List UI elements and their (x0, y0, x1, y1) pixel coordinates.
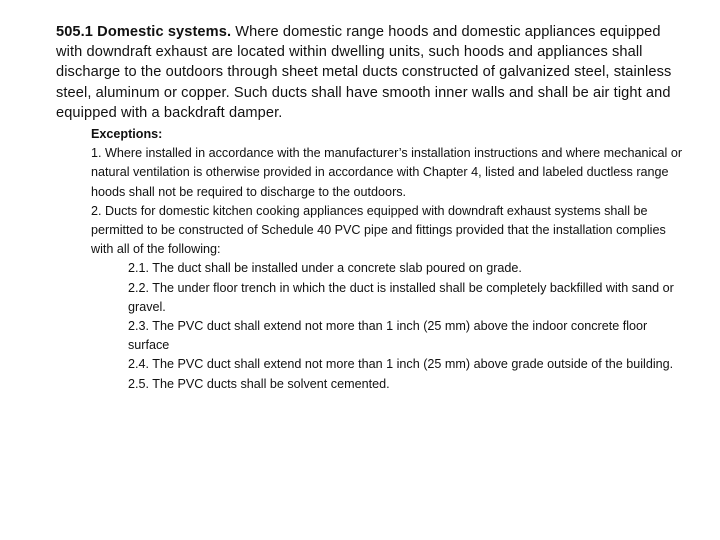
exception-item-2: 2. Ducts for domestic kitchen cooking appliances equipped with downdraft exhaust systems shall be permitted to be constructed of Schedule 40 PVC pipe and fittings provided that the installation complies with all of the following: (91, 203, 666, 257)
subitem-2-5: 2.5. The PVC ducts shall be solvent cemented. (128, 376, 390, 391)
section-heading: 505.1 Domestic systems. (56, 24, 232, 40)
exceptions-title: Exceptions: (91, 127, 163, 142)
exceptions-block (91, 125, 684, 394)
exception-subitems (128, 259, 684, 393)
exception-item-1: 1. Where installed in accordance with the manufacturer’s installation instructions and where mechanical or natural ventilation is otherwise provided in accordance with Chapter 4, listed and labeled ductless range hoods shall not be required to discharge to the outdoors. (91, 146, 683, 199)
subitem-2-4: 2.4. The PVC duct shall extend not more than 1 inch (25 mm) above grade outside of the building. (128, 357, 674, 372)
subitem-2-2: 2.2. The under floor trench in which the duct is installed shall be completely backfilled with sand or gravel. (128, 280, 674, 314)
subitem-2-1: 2.1. The duct shall be installed under a concrete slab poured on grade. (128, 261, 522, 276)
subitem-2-3: 2.3. The PVC duct shall extend not more than 1 inch (25 mm) above the indoor concrete floor surface (128, 319, 648, 353)
section-paragraph (56, 22, 684, 123)
document (56, 22, 684, 394)
section-body: Where domestic range hoods and domestic appliances equipped with downdraft exhaust are located within dwelling units, such hoods and appliances shall discharge to the outdoors through sheet metal ducts constructed of galvanized steel, stainless steel, aluminum or copper. Such ducts shall have smooth inner walls and shall be air tight and equipped with a backdraft damper. (56, 24, 672, 121)
